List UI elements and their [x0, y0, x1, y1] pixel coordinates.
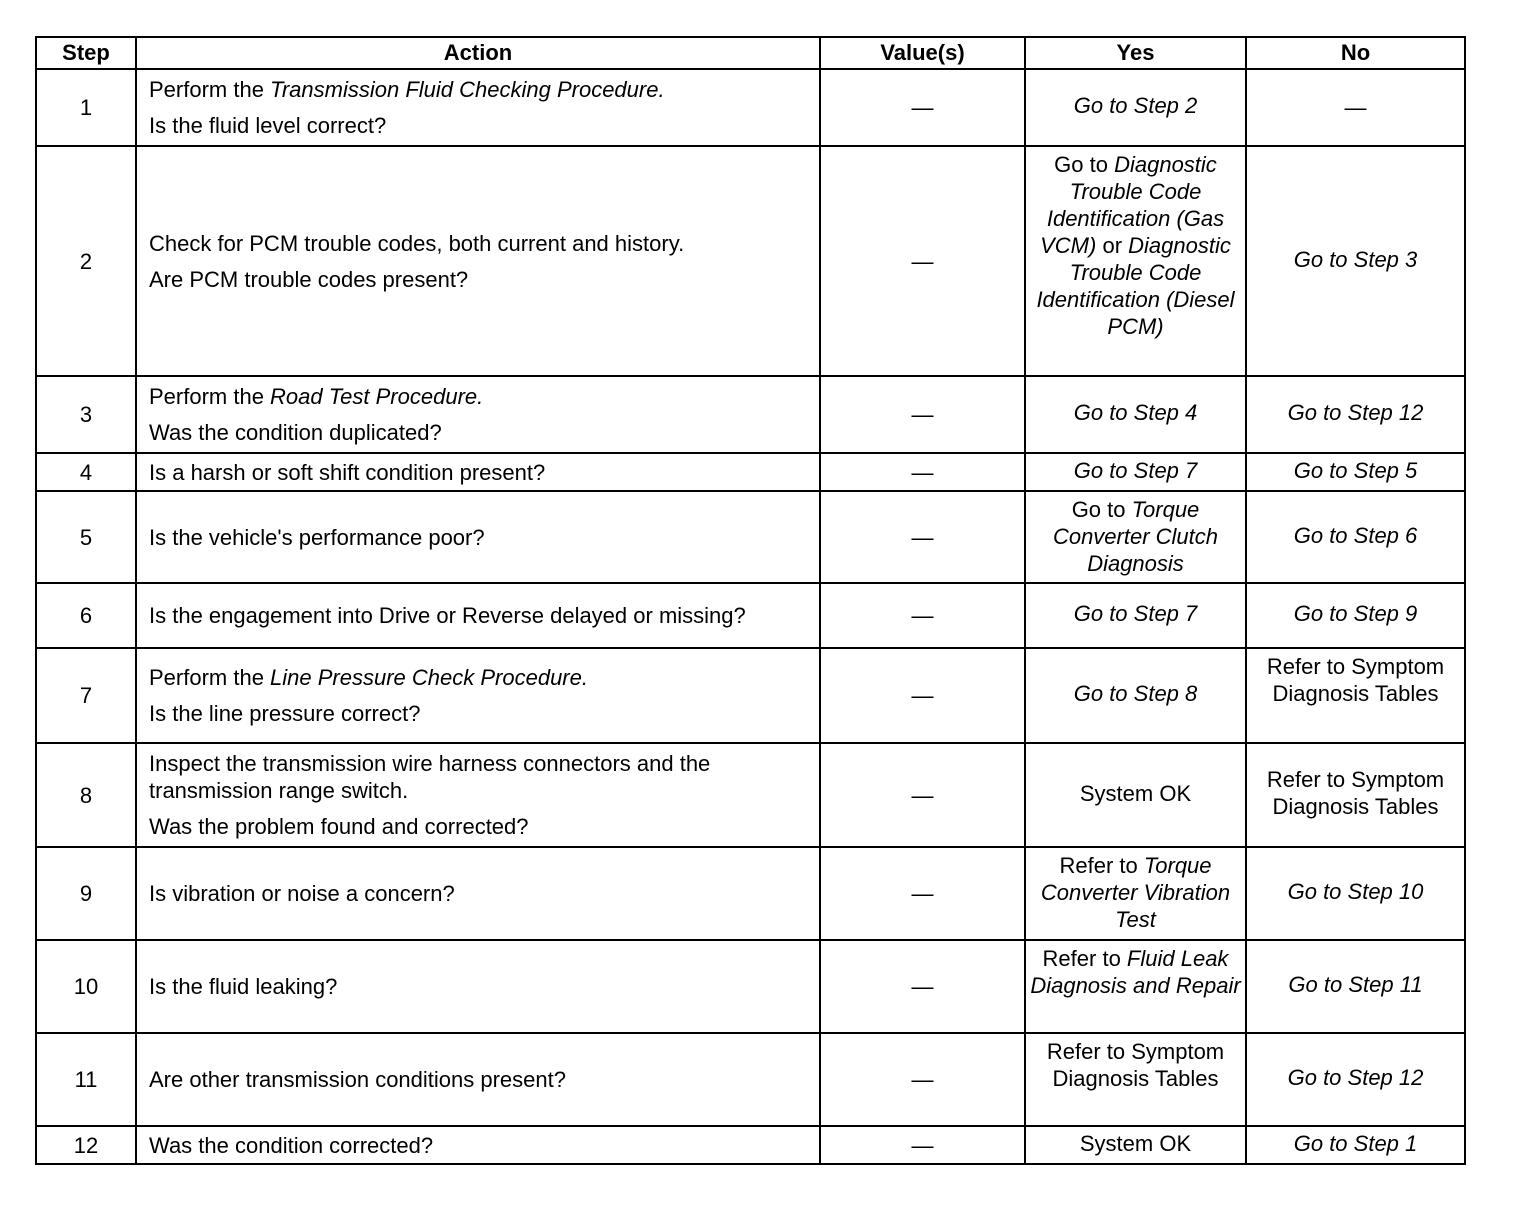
- header-value: Value(s): [820, 37, 1025, 69]
- step-number: 9: [36, 847, 136, 940]
- step-number: 6: [36, 583, 136, 648]
- value-cell: —: [820, 1033, 1025, 1126]
- action-cell: [136, 583, 820, 648]
- no-cell: Go to Step 1: [1246, 1126, 1465, 1164]
- action-question: Is a harsh or soft shift condition present?: [149, 459, 546, 485]
- header-yes: Yes: [1025, 37, 1246, 69]
- action-line: Perform the Transmission Fluid Checking Procedure.: [149, 77, 665, 102]
- action-line: Check for PCM trouble codes, both current and history.: [149, 230, 685, 256]
- table-row: [36, 743, 1465, 847]
- table-row: [36, 648, 1465, 743]
- yes-cell: Go to Step 7: [1025, 583, 1246, 648]
- no-cell: Go to Step 6: [1246, 491, 1465, 583]
- action-cell: [136, 847, 820, 940]
- diagnostic-table: [35, 36, 1466, 1165]
- table-row: [36, 1126, 1465, 1164]
- yes-cell: Go to Torque Converter Clutch Diagnosis: [1025, 491, 1246, 583]
- header-no: No: [1246, 37, 1465, 69]
- yes-cell: Go to Step 4: [1025, 376, 1246, 453]
- value-cell: —: [820, 847, 1025, 940]
- table-row: [36, 847, 1465, 940]
- step-number: 3: [36, 376, 136, 453]
- step-number: 12: [36, 1126, 136, 1164]
- action-cell: [136, 1033, 820, 1126]
- action-cell: [136, 743, 820, 847]
- header-row: [36, 37, 1465, 69]
- action-question: Is the fluid level correct?: [149, 113, 387, 138]
- value-cell: —: [820, 491, 1025, 583]
- action-question: Was the condition corrected?: [149, 1132, 434, 1158]
- value-cell: —: [820, 940, 1025, 1033]
- value-cell: —: [820, 583, 1025, 648]
- no-cell: Go to Step 12: [1246, 1033, 1465, 1126]
- value-cell: —: [820, 69, 1025, 146]
- action-cell: [136, 453, 820, 491]
- value-cell: —: [820, 1126, 1025, 1164]
- action-cell: [136, 940, 820, 1033]
- table-row: [36, 376, 1465, 453]
- action-question: Is the engagement into Drive or Reverse delayed or missing?: [149, 603, 746, 628]
- action-question: Was the condition duplicated?: [149, 420, 442, 445]
- value-cell: —: [820, 648, 1025, 743]
- no-cell: Refer to Symptom Diagnosis Tables: [1246, 743, 1465, 847]
- no-cell: Go to Step 12: [1246, 376, 1465, 453]
- value-cell: —: [820, 376, 1025, 453]
- no-cell: Go to Step 11: [1246, 940, 1465, 1033]
- table-row: [36, 1033, 1465, 1126]
- action-cell: [136, 69, 820, 146]
- yes-cell: System OK: [1025, 743, 1246, 847]
- action-question: Is the line pressure correct?: [149, 701, 421, 726]
- no-cell: Go to Step 3: [1246, 146, 1465, 376]
- action-question: Are other transmission conditions present?: [149, 1067, 566, 1092]
- step-number: 8: [36, 743, 136, 847]
- step-number: 4: [36, 453, 136, 491]
- no-cell: —: [1246, 69, 1465, 146]
- yes-cell: Go to Step 8: [1025, 648, 1246, 743]
- step-number: 2: [36, 146, 136, 376]
- action-question: Was the problem found and corrected?: [149, 814, 529, 839]
- yes-cell: Refer to Torque Converter Vibration Test: [1025, 847, 1246, 940]
- header-action: Action: [136, 37, 820, 69]
- yes-cell: Go to Step 2: [1025, 69, 1246, 146]
- action-line: Perform the Line Pressure Check Procedure.: [149, 665, 588, 690]
- yes-cell: Refer to Symptom Diagnosis Tables: [1025, 1033, 1246, 1126]
- action-line: Perform the Road Test Procedure.: [149, 384, 484, 409]
- no-cell: Go to Step 9: [1246, 583, 1465, 648]
- yes-cell: Go to Step 7: [1025, 453, 1246, 491]
- table-row: [36, 491, 1465, 583]
- value-cell: —: [820, 146, 1025, 376]
- action-cell: [136, 376, 820, 453]
- action-cell: [136, 491, 820, 583]
- table-row: [36, 940, 1465, 1033]
- action-cell: [136, 146, 820, 376]
- step-number: 5: [36, 491, 136, 583]
- action-question: Are PCM trouble codes present?: [149, 266, 469, 292]
- table-row: [36, 146, 1465, 376]
- action-question: Is the vehicle's performance poor?: [149, 524, 485, 550]
- action-question: Is the fluid leaking?: [149, 974, 338, 999]
- no-cell: Go to Step 5: [1246, 453, 1465, 491]
- step-number: 7: [36, 648, 136, 743]
- step-number: 10: [36, 940, 136, 1033]
- table-row: [36, 583, 1465, 648]
- yes-cell: Refer to Fluid Leak Diagnosis and Repair: [1025, 940, 1246, 1033]
- yes-cell: Go to Diagnostic Trouble Code Identification (Gas VCM) or Diagnostic Trouble Code Identification (Diesel PCM): [1025, 146, 1246, 376]
- action-cell: [136, 1126, 820, 1164]
- table-row: [36, 69, 1465, 146]
- header-step: Step: [36, 37, 136, 69]
- no-cell: Go to Step 10: [1246, 847, 1465, 940]
- action-cell: [136, 648, 820, 743]
- action-line: Inspect the transmission wire harness connectors and the transmission range switch.: [149, 751, 711, 803]
- step-number: 11: [36, 1033, 136, 1126]
- no-cell: Refer to Symptom Diagnosis Tables: [1246, 648, 1465, 743]
- table-row: [36, 453, 1465, 491]
- action-question: Is vibration or noise a concern?: [149, 881, 455, 906]
- value-cell: —: [820, 453, 1025, 491]
- step-number: 1: [36, 69, 136, 146]
- value-cell: —: [820, 743, 1025, 847]
- yes-cell: System OK: [1025, 1126, 1246, 1164]
